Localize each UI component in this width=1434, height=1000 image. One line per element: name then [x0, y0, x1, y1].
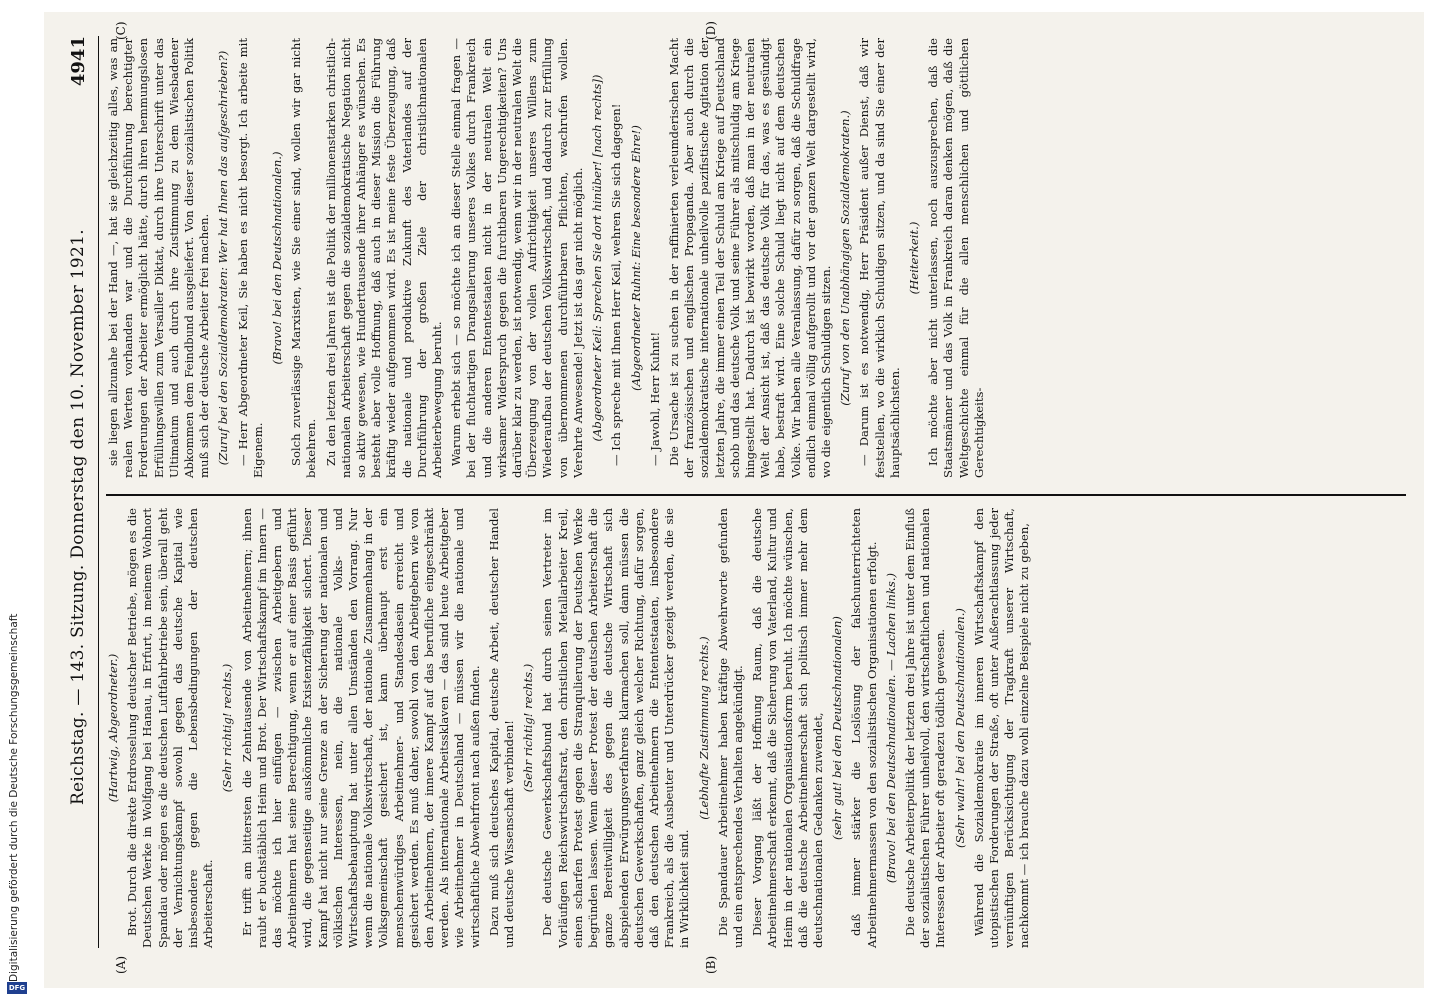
paragraph: Dieser Vorgang läßt der Hoffnung Raum, daß die deutsche Arbeitnehmerschaft erkennt, daß die Sicherung von Vaterland, Kultur und Heim in der nationalen Organisationsform beruht. Ich möchte wünschen, daß die deutsche Arbeitnehmerschaft sich politisch immer mehr dem deutschnationalen Gedanken zuwendet, — [750, 508, 825, 948]
interjection: (Bravo! bei den Deutschnationalen. — Lachen links.) — [883, 572, 898, 884]
sidebar-credit — [0, 0, 34, 1000]
paragraph: Warum erhebt sich — so möchte ich an dieser Stelle einmal fragen — bei der fluchtartigen Drangsalierung unseres Volkes durch Frankreich und die anderen Ententestaaten nicht in der neutralen Welt ein wirksamer Widerspruch gegen die furchtbaren Ungerechtigkeiten? Uns darüber klar zu werden, ist notwendig, wenn wir in der neutralen Welt die Überzeugung von der vollen Aufrichtigkeit unseres Willens zum Wiederaufbau der deutschen Volkswirtschaft, und dadurch zur Erfüllung von übernommenen durchführbaren Pflichten, wachrufen wollen. Verehrte Anwesende! Jetzt ist das gar nicht möglich. — [449, 38, 585, 478]
right-column — [106, 38, 1406, 478]
paragraph: Ich möchte aber nicht unterlassen, noch auszusprechen, daß die Staatsmänner und das Volk in Frankreich daran denken mögen, daß die Weltgeschichte einmal für die allen menschlichen und göttlichen Gerechtigkeits- — [926, 38, 986, 478]
dfg-logo: DFG — [8, 984, 26, 992]
paragraph: Er trifft am bittersten die Zehntausende von Arbeitnehmern; ihnen raubt er buchstäblich Heim und Brot. Der Wirtschaftskampf im Innern — das möchte ich hier einfügen — zwischen Arbeitgebern und Arbeitnehmern hat seine Berechtigung, wenn er auf einer Basis geführt wird, die gegenseitige auskömmliche Existenzfähigkeit sichert. Dieser Kampf hat nicht nur seine Grenze an der Sicherung der nationalen und völkischen Interessen, nein, die nationale Volks- und Wirtschaftsbehauptung hat unter allen Umständen den Vorrang. Nur wenn die nationale Volkswirtschaft, der nationale Zusammenhang in der Volksgemeinschaft gesichert ist, kann überhaupt erst ein menschenwürdiges Arbeitnehmer- und Standesdasein erreicht und gesichert werden. Es muß daher, sowohl von den Arbeitgebern wie von den Arbeitnehmern, der innere Kampf auf das berufliche eingeschränkt werden. Als internationale Arbeitssklaven — das sind heute Arbeitgeber wie Arbeitnehmer in Deutschland — müssen wir die nationale und wirtschaftliche Abwehrfront nach außen finden. — [239, 508, 482, 948]
paragraph: — Jawohl, Herr Kuhnt! — [647, 331, 662, 466]
left-column — [106, 508, 1406, 948]
paragraph: Die Ursache ist zu suchen in der raffinierten verleumderischen Macht der französischen und englischen Propaganda. Aber auch durch die sozialdemokratische internationale unheilvolle pazifistische Agitation der letzten Jahre, die immer einen Teil der Schuld am Kriege auf Deutschland schob und das deutsche Volk und seine Führer als mitschuldig am Kriege hingestellt hat. Dadurch ist bewirkt worden, daß man in der neutralen Welt der Ansicht ist, daß das deutsche Volk für das, was es gesündigt habe, bestraft wird. Eine solche Schuld liegt nicht auf dem deutschen Volke. Wir haben alle Veranlassung, dafür zu sorgen, daß die Schuldfrage endlich einmal völlig aufgerollt und vor der ganzen Welt dargestellt wird, wo die eigentlich Schuldigen sitzen. — [666, 38, 833, 478]
paragraph: Zu den letzten drei Jahren ist die Politik der millionenstarken christlich-nationalen Arbeiterschaft gegen die sozialdemokratische Negation nicht so aktiv gewesen, wie Hunderttausende ihrer Anhänger es wünschen. Es besteht aber volle Hoffnung, daß auch in dieser Mission die Führung kräftig wieder aufgenommen wird. Es ist meine feste Überzeugung, daß die nationale und produktive Zukunft des Vaterlandes auf der Durchführung der großen Ziele der christlichnationalen Arbeiterbewegung beruht. — [323, 38, 445, 478]
margin-mark-d: (D) — [704, 21, 718, 40]
session-title: Reichstag. — 143. Sitzung. Donnerstag den 10. November 1921. — [68, 229, 88, 806]
page-header — [58, 36, 99, 948]
interjection: (Heiterkeit.) — [906, 221, 921, 295]
scanned-page — [44, 12, 1424, 988]
margin-mark-a: (A) — [114, 955, 128, 974]
rotated-sheet — [44, 12, 1424, 988]
interjection: (Zuruf bei den Sozialdemokraten: Wer hat Ihnen das aufgeschrieben?) — [216, 50, 231, 466]
interjection: (Zuruf von den Unabhängigen Sozialdemokraten.) — [838, 110, 853, 406]
paragraph: — Darum ist es notwendig, Herr Präsident außer Dienst, daß wir feststellen, wo die wirklich Schuldigen sitzen, und da sind Sie einer der hauptsächlichsten. — [857, 38, 902, 478]
interjection: (Abgeordneter Ruhnt: Eine besondere Ehre!) — [628, 125, 643, 391]
page-number: 4941 — [67, 36, 89, 87]
interjection: (Lebhafte Zustimmung rechts.) — [696, 636, 711, 820]
interjection: (Hartwig, Abgeordneter.) — [106, 653, 120, 803]
paragraph: Solch zuverlässige Marxisten, wie Sie einer sind, wollen wir gar nicht bekehren. — [289, 38, 319, 478]
paragraph: Während die Sozialdemokratie im inneren Wirtschaftskampf den utopistischen Forderungen der Straße, oft unter Außerachtlassung jeder vernünftigen Berücksichtigung der Tragkraft unserer Wirtschaft, nachkommt — ich brauche dazu wohl einzelne Beispiele nicht zu geben, — [971, 508, 1032, 948]
paragraph: Dazu muß sich deutsches Kapital, deutsche Arbeit, deutscher Handel und deutsche Wissenschaft verbinden! — [486, 508, 517, 948]
interjection: (Bravo! bei den Deutschnationalen.) — [270, 151, 285, 365]
paragraph: — Ich spreche mit Ihnen Herr Keil, wehren Sie sich dagegen! — [609, 103, 624, 466]
interjection: (sehr gut! bei den Deutschnationalen) — [830, 616, 845, 840]
paragraph: daß immer stärker die Loslösung der falschunterrichteten Arbeitnehmermassen von den sozialistischen Organisationen erfolgt. — [849, 508, 879, 948]
paragraph: sie liegen allzunahe bei der Hand —, hat sie gleichzeitig alles, was an realen Werten vorhanden war und die Durchführung berechtigter Forderungen der Arbeiter ermöglicht hätte, durch ihren hemmungslosen Erfüllungswillen zum Versailler Diktat, durch ihre Unterschrift unter das Ultimatum und auch durch ihre Zustimmung zu dem Wiesbadener Abkommen dem Feindbund ausgeliefert. Von dieser sozialistischen Politik muß sich der deutsche Arbeiter frei machen. — [106, 38, 212, 478]
paragraph: Der deutsche Gewerkschaftsbund hat durch seinen Vertreter im Vorläufigen Reichswirtschaftsrat, den christlichen Metallarbeiter Kreil, einen scharfen Protest gegen die Stranqulierung der Deutschen Werke begründen lassen. Wenn dieser Protest der deutschen Arbeiterschaft die ganze Bereitwilligkeit des gegen die deutsche Wirtschaft sich abspielenden Erwürgungsverfahrens klarmachen soll, dann müssen die deutschen Gewerkschaften, ganz gleich welcher Richtung, dafür sorgen, daß den deutschen Arbeitnehmern die Ententestaaten, insbesondere Frankreich, als die Ausbeuter und Unterdrücker gezeigt werden, die sie in Wirklichkeit sind. — [540, 508, 692, 948]
column-divider — [106, 495, 1406, 497]
interjection: (Sehr richtig! rechts.) — [220, 663, 235, 793]
margin-mark-b: (B) — [704, 955, 718, 974]
interjection: (Sehr richtig! rechts.) — [521, 663, 536, 793]
interjection: (Abgeordneter Keil: Sprechen Sie dort hinüber! [nach rechts]) — [590, 74, 605, 442]
paragraph: Brot. Durch die direkte Erdrosselung deutscher Betriebe, mögen es die Deutschen Werke in Wolfgang bei Hanau, in Erfurt, in meinem Wohnort Spandau oder mögen es die deutschen Luftfahrbetriebe sein, überall geht der Vernichtungskampf sowohl gegen das deutsche Kapital wie insbesondere gegen die Lebensbedingungen der deutschen Arbeiterschaft. — [125, 508, 216, 948]
paragraph: Die deutsche Arbeiterpolitik der letzten drei Jahre ist unter dem Einfluß der sozialistischen Führer unheilvoll, den wirtschaftlichen und nationalen Interessen der Arbeiter oft geradezu tödlich gewesen. — [902, 508, 948, 948]
margin-mark-c: (C) — [114, 21, 128, 40]
paragraph: — Herr Abgeordneter Keil, Sie haben es nicht besorgt. Ich arbeite mit Eigenem. — [235, 38, 265, 478]
digitization-credit: Digitalisierung gefördert durch die Deutsche Forschungsgemeinschaft — [8, 613, 20, 982]
paragraph: Die Spandauer Arbeitnehmer haben kräftige Abwehrworte gefunden und ein entsprechendes Verhalten angekündigt. — [715, 508, 745, 948]
interjection: (Sehr wahr! bei den Deutschnationalen.) — [952, 608, 967, 848]
